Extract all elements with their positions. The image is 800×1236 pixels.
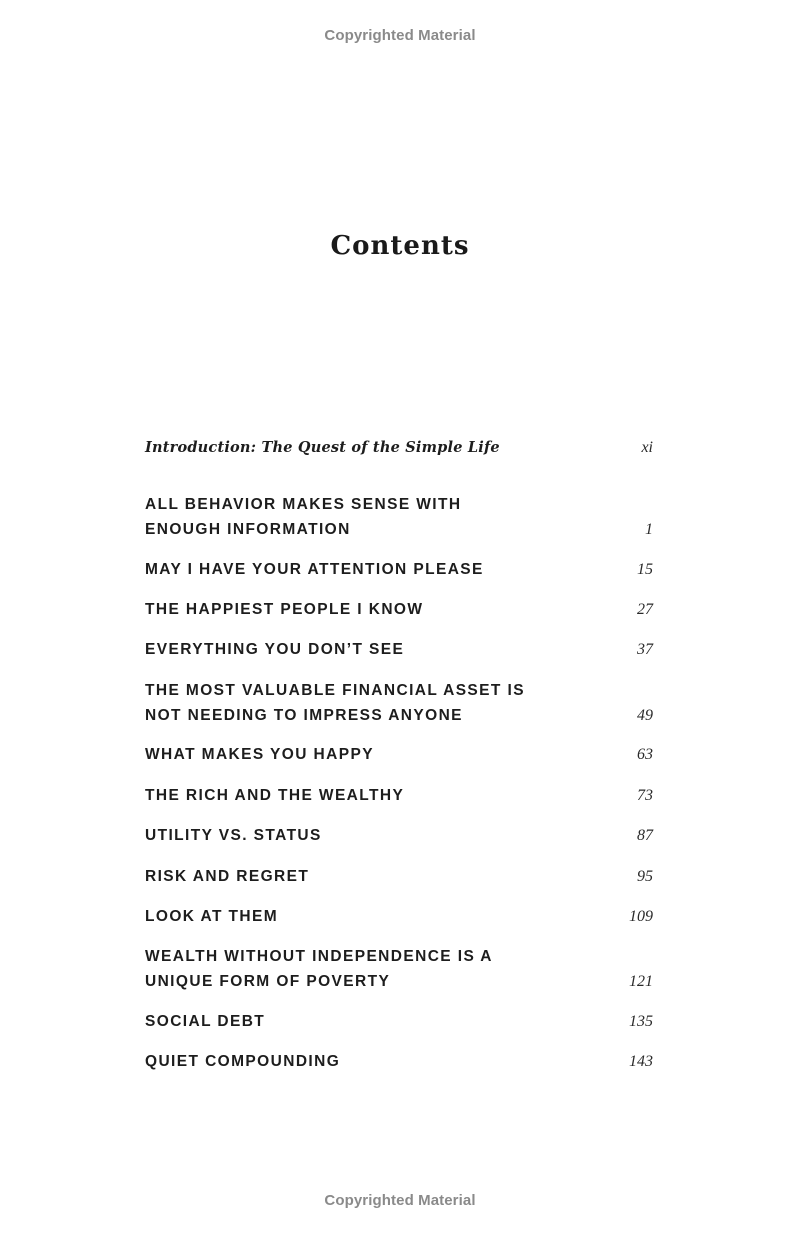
toc-entry-title: THE MOST VALUABLE FINANCIAL ASSET IS NOT NEEDING TO IMPRESS ANYONE bbox=[145, 682, 525, 724]
toc-entry-page: 143 bbox=[629, 1053, 653, 1070]
toc-entry-chapter-4[interactable] bbox=[145, 638, 655, 663]
toc-entry-title: THE RICH AND THE WEALTHY bbox=[145, 787, 405, 804]
toc-entry-page: 87 bbox=[637, 827, 653, 844]
toc-entry-chapter-8[interactable] bbox=[145, 824, 655, 849]
toc-entry-page: 49 bbox=[637, 706, 653, 724]
toc-entry-chapter-1[interactable] bbox=[145, 493, 655, 542]
toc-entry-page: 37 bbox=[637, 641, 653, 658]
toc-entry-title: WHAT MAKES YOU HAPPY bbox=[145, 746, 374, 763]
toc-entry-chapter-7[interactable] bbox=[145, 784, 655, 809]
toc-entry-title: SOCIAL DEBT bbox=[145, 1013, 266, 1030]
toc-entry-page: 121 bbox=[629, 972, 653, 990]
toc-entry-title: UTILITY VS. STATUS bbox=[145, 827, 322, 844]
toc-entry-title: Introduction: The Quest of the Simple Life bbox=[145, 439, 500, 456]
toc-entry-title: LOOK AT THEM bbox=[145, 908, 279, 925]
toc-entry-title: RISK AND REGRET bbox=[145, 868, 310, 885]
toc-entry-page: 95 bbox=[637, 868, 653, 885]
toc-entry-chapter-5[interactable] bbox=[145, 679, 655, 728]
toc-entry-chapter-9[interactable] bbox=[145, 865, 655, 890]
toc-entry-page: 15 bbox=[637, 561, 653, 578]
toc-entry-title: WEALTH WITHOUT INDEPENDENCE IS A UNIQUE FORM OF POVERTY bbox=[145, 948, 493, 990]
toc-entry-title: THE HAPPIEST PEOPLE I KNOW bbox=[145, 601, 424, 618]
toc-entry-page: 109 bbox=[629, 908, 653, 925]
page-title: Contents bbox=[330, 231, 470, 261]
watermark-top: Copyrighted Material bbox=[324, 27, 476, 44]
toc-entry-title: QUIET COMPOUNDING bbox=[145, 1053, 341, 1070]
toc-entry-chapter-10[interactable] bbox=[145, 905, 655, 930]
toc-entry-chapter-6[interactable] bbox=[145, 743, 655, 768]
toc-entry-title: EVERYTHING YOU DON’T SEE bbox=[145, 641, 405, 658]
toc-entry-page: 63 bbox=[637, 746, 653, 763]
toc-entry-chapter-11[interactable] bbox=[145, 945, 655, 994]
toc-entry-introduction[interactable] bbox=[145, 436, 655, 461]
toc-entry-title: ALL BEHAVIOR MAKES SENSE WITH ENOUGH INFORMATION bbox=[145, 496, 462, 538]
watermark-bottom: Copyrighted Material bbox=[324, 1192, 476, 1209]
toc-entry-title: MAY I HAVE YOUR ATTENTION PLEASE bbox=[145, 561, 484, 578]
toc-entry-page: 135 bbox=[629, 1013, 653, 1030]
toc-entry-chapter-12[interactable] bbox=[145, 1010, 655, 1035]
toc-entry-page: xi bbox=[641, 439, 653, 456]
toc-entry-chapter-2[interactable] bbox=[145, 558, 655, 583]
toc-entry-chapter-3[interactable] bbox=[145, 598, 655, 623]
toc-entry-chapter-13[interactable] bbox=[145, 1050, 655, 1075]
toc-entry-page: 73 bbox=[637, 787, 653, 804]
toc-entry-page: 27 bbox=[637, 601, 653, 618]
toc-entry-page: 1 bbox=[645, 520, 653, 538]
